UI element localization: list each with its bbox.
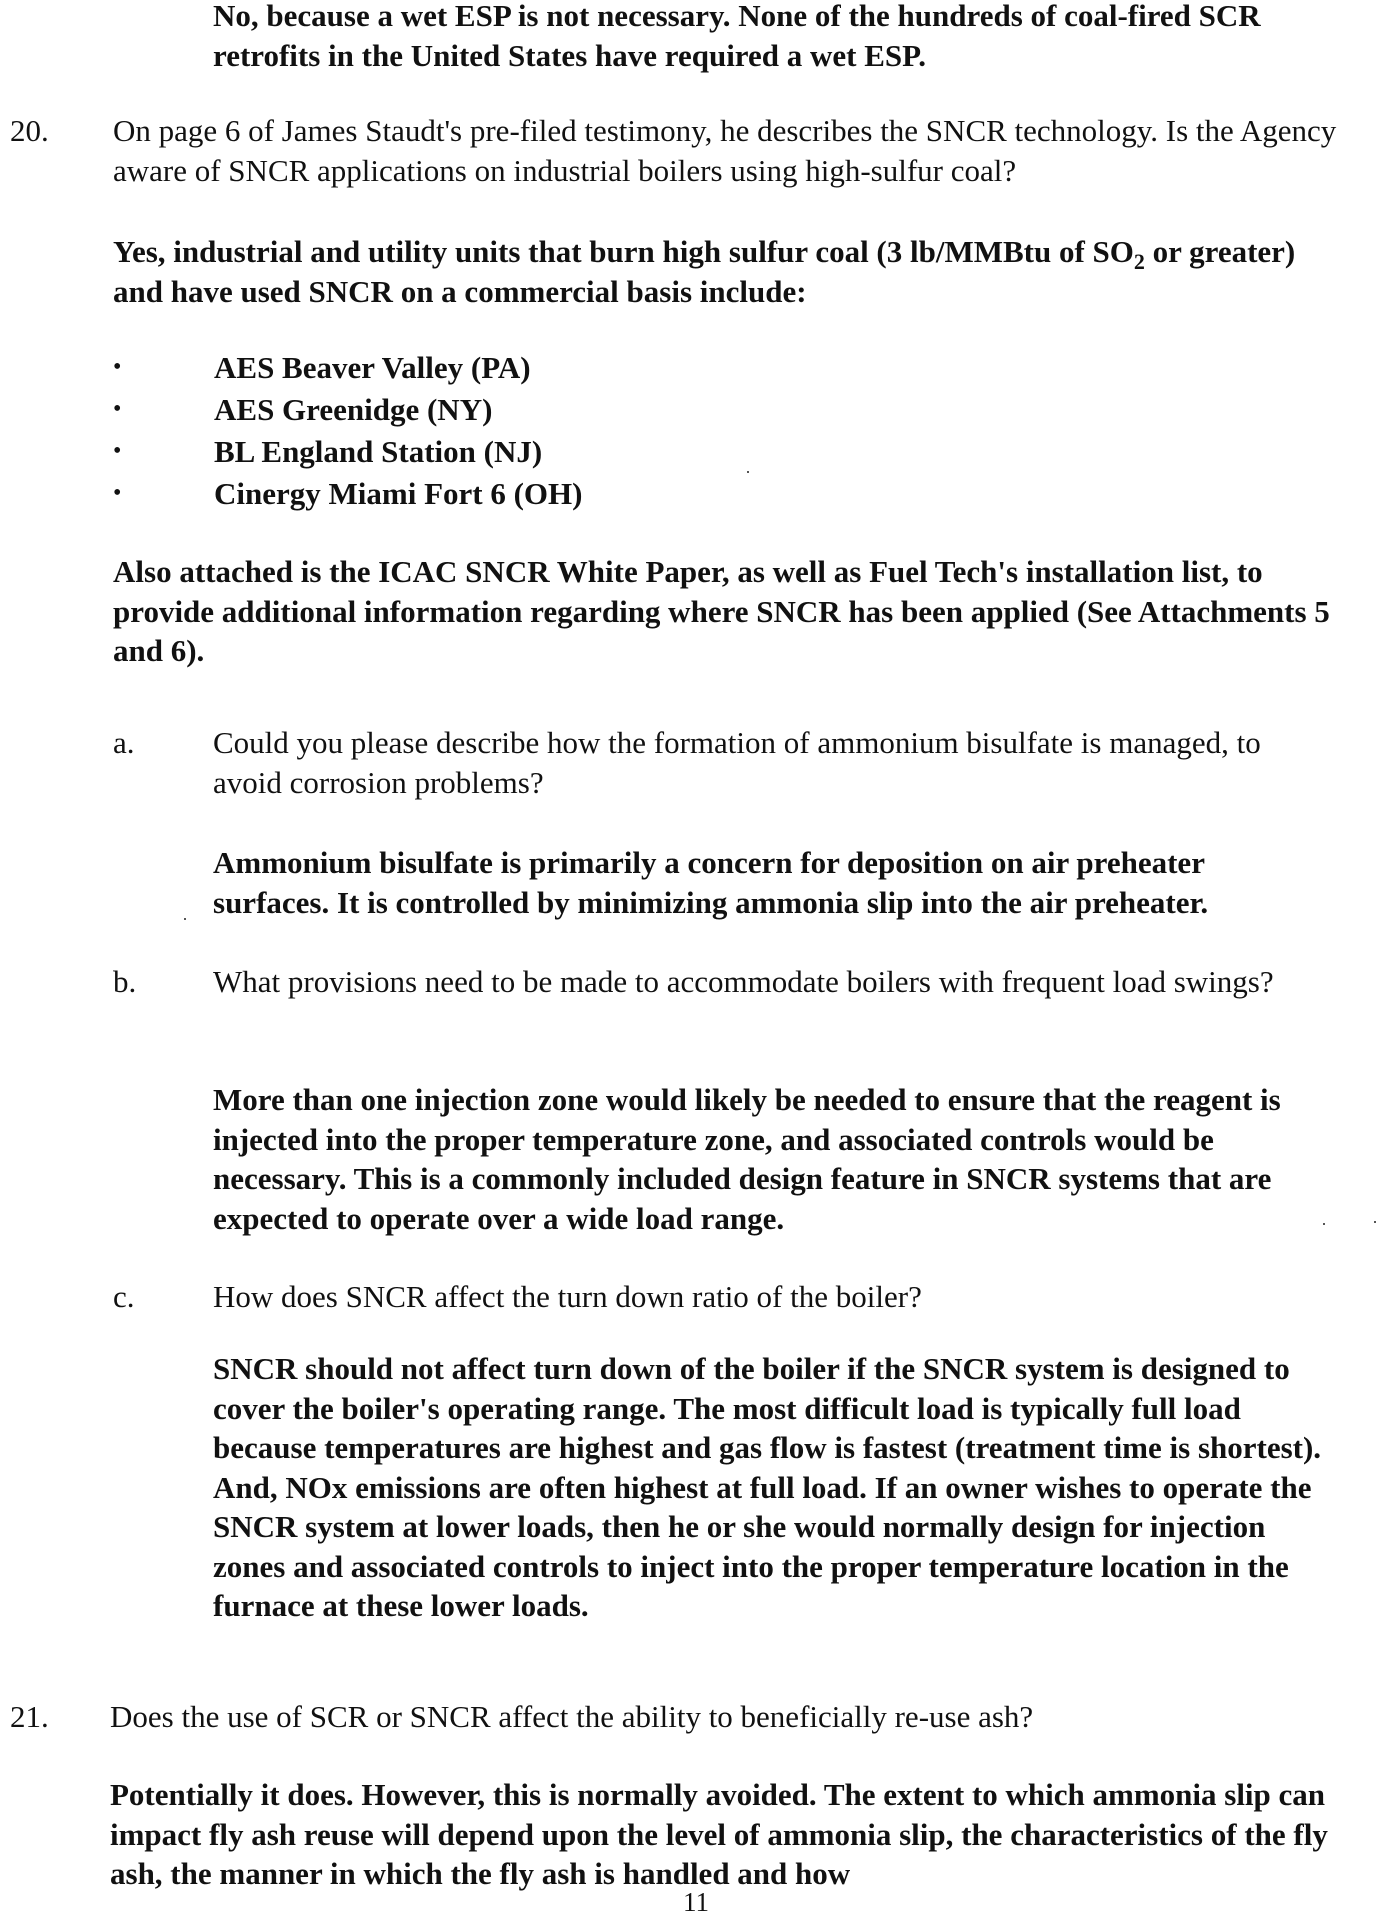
question-21-number: 21.	[10, 1699, 49, 1734]
subanswer-b-text: More than one injection zone would likely be needed to ensure that the reagent is injected into the proper temperature zone, and associated controls would be necessary. This is a commonly included design feature in SNCR systems that are expected to operate over a wide load range.	[213, 1082, 1281, 1236]
subquestion-a-letter: a.	[113, 725, 135, 760]
bullet-marker: •	[113, 438, 122, 464]
bullet-marker: •	[113, 396, 122, 422]
subquestion-b-letter: b.	[113, 964, 137, 999]
question-20-text: On page 6 of James Staudt's pre-filed testimony, he describes the SNCR technology. Is the Agency aware of SNCR applications on industrial boilers using high-sulfur coal?	[113, 113, 1337, 188]
subquestion-c-text: How does SNCR affect the turn down ratio of the boiler?	[213, 1279, 922, 1314]
facility-item: AES Greenidge (NY)	[214, 392, 493, 427]
subquestion-b-text: What provisions need to be made to accommodate boilers with frequent load swings?	[213, 964, 1274, 999]
scan-speck	[1323, 1223, 1325, 1225]
bullet-marker: •	[113, 480, 122, 506]
bullet-marker: •	[113, 354, 122, 380]
scan-speck	[1374, 1221, 1376, 1223]
subanswer-a-text: Ammonium bisulfate is primarily a concern for deposition on air preheater surfaces. It is controlled by minimizing ammonia slip into the air preheater.	[213, 845, 1209, 920]
facility-item: Cinergy Miami Fort 6 (OH)	[214, 476, 583, 511]
intro-answer: No, because a wet ESP is not necessary. None of the hundreds of coal-fired SCR retrofits in the United States have required a wet ESP.	[213, 0, 1261, 73]
question-21-text: Does the use of SCR or SNCR affect the ability to beneficially re-use ash?	[110, 1699, 1034, 1734]
attachments-note: Also attached is the ICAC SNCR White Paper, as well as Fuel Tech's installation list, to provide additional information regarding where SNCR has been applied (See Attachments 5 and 6).	[113, 554, 1330, 668]
answer-21-text: Potentially it does. However, this is normally avoided. The extent to which ammonia slip can impact fly ash reuse will depend upon the level of ammonia slip, the characteristics of the fly ash, the manner in which the fly ash is handled and how	[110, 1777, 1328, 1891]
page-number: 11	[683, 1887, 709, 1917]
answer-20-intro: Yes, industrial and utility units that burn high sulfur coal (3 lb/MMBtu of $SO_2$ or greater) and have used SNCR on a commercial basis include:	[113, 234, 1296, 309]
subquestion-a-text: Could you please describe how the formation of ammonium bisulfate is managed, to avoid corrosion problems?	[213, 725, 1261, 800]
subanswer-c-text: SNCR should not affect turn down of the boiler if the SNCR system is designed to cover the boiler's operating range. The most difficult load is typically full load because temperatures are highest and gas flow is fastest (treatment time is shortest). And, NOx emissions are often highest at full load. If an owner wishes to operate the SNCR system at lower loads, then he or she would normally design for injection zones and associated controls to inject into the proper temperature location in the furnace at these lower loads.	[213, 1351, 1322, 1623]
facility-item: BL England Station (NJ)	[214, 434, 543, 469]
scan-speck	[184, 918, 186, 920]
facility-item: AES Beaver Valley (PA)	[214, 350, 531, 385]
scan-speck	[747, 471, 749, 473]
subquestion-c-letter: c.	[113, 1279, 135, 1314]
question-20-number: 20.	[10, 113, 49, 148]
